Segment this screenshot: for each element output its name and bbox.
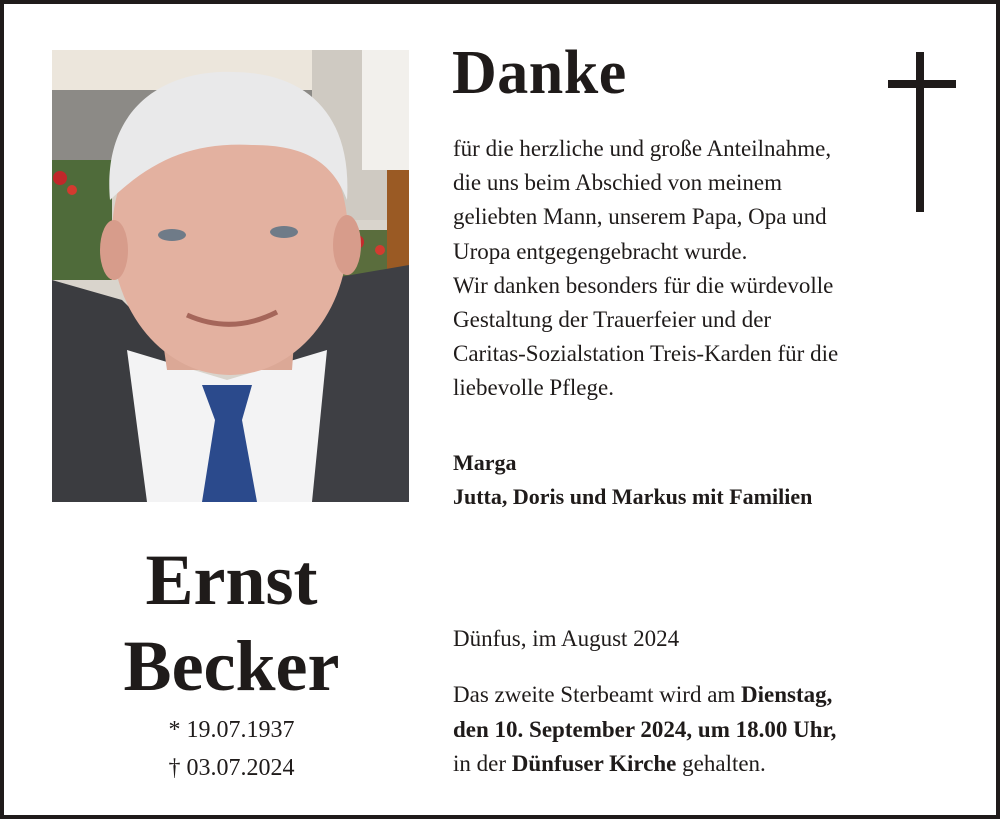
thanks-message	[453, 132, 923, 406]
portrait-photo	[52, 50, 409, 502]
thanks-heading: Danke	[452, 39, 627, 107]
first-name: Ernst	[145, 540, 318, 620]
message-line: Uropa entgegengebracht wurde.	[453, 238, 748, 264]
place-and-date: Dünfus, im August 2024	[453, 626, 680, 651]
last-name: Becker	[123, 626, 340, 706]
service-line-2: den 10. September 2024, um 18.00 Uhr,	[453, 716, 837, 742]
message-line: Wir danken besonders für die würdevolle	[453, 272, 834, 298]
message-line: Gestaltung der Trauerfeier und der	[453, 307, 772, 333]
death-date: † 03.07.2024	[168, 755, 295, 781]
birth-date: * 19.07.1937	[168, 717, 295, 743]
signer-children: Jutta, Doris und Markus mit Familien	[453, 484, 813, 509]
signer-spouse: Marga	[453, 450, 517, 475]
life-dates	[44, 711, 419, 787]
service-line-1: Das zweite Sterbeamt wird am Dienstag,	[453, 682, 833, 707]
message-line: für die herzliche und große Anteilnahme,	[453, 136, 832, 161]
signers	[453, 446, 812, 514]
deceased-name	[44, 537, 419, 709]
service-announcement	[453, 678, 973, 782]
message-line: Caritas-Sozialstation Treis-Karden für die	[453, 341, 839, 367]
message-line: liebevolle Pflege.	[453, 375, 614, 401]
message-line: geliebten Mann, unserem Papa, Opa und	[453, 204, 827, 230]
message-line: die uns beim Abschied von meinem	[453, 170, 782, 196]
service-line-3: in der Dünfuser Kirche gehalten.	[453, 751, 766, 776]
